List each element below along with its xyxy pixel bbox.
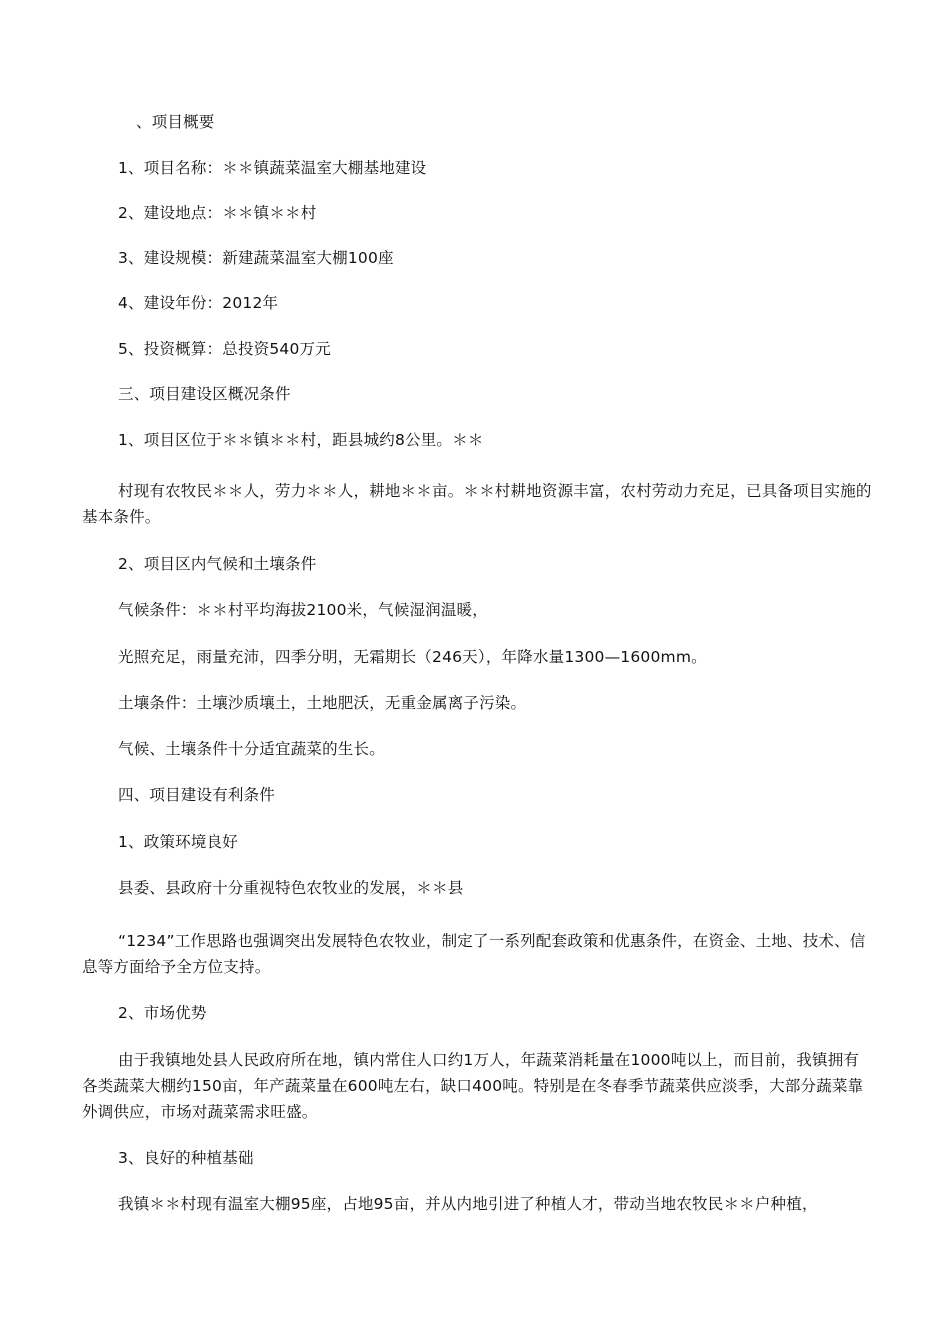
subsection-market-advantage: 2、市场优势 bbox=[118, 1004, 207, 1022]
market-paragraph: 由于我镇地处县人民政府所在地，镇内常住人口约1万人，年蔬菜消耗量在1000吨以上，而目前，我镇拥有各类蔬菜大棚约150亩，年产蔬菜量在600吨左右，缺口400吨。特别是在冬春季节蔬菜供应淡季，大部分蔬菜靠外调供应，市场对蔬菜需求旺盛。 bbox=[82, 1051, 864, 1121]
sunlight-rainfall-line: 光照充足，雨量充沛，四季分明，无霜期长（246天），年降水量1300—1600mm。 bbox=[118, 648, 707, 666]
project-location-line: 2、建设地点：＊＊镇＊＊村 bbox=[118, 204, 317, 222]
section-heading-favorable-conditions: 四、项目建设有利条件 bbox=[118, 786, 276, 804]
village-population-paragraph: 村现有农牧民＊＊人，劳力＊＊人，耕地＊＊亩。＊＊村耕地资源丰富，农村劳动力充足，已具备项目实施的基本条件。 bbox=[82, 482, 872, 526]
project-area-line: 1、项目区位于＊＊镇＊＊村，距县城约8公里。＊＊ bbox=[118, 431, 484, 449]
project-scale-line: 3、建设规模：新建蔬菜温室大棚100座 bbox=[118, 249, 394, 267]
planting-foundation-line: 我镇＊＊村现有温室大棚95座，占地95亩，并从内地引进了种植人才，带动当地农牧民＊＊户种植， bbox=[118, 1195, 818, 1213]
project-investment-line: 5、投资概算：总投资540万元 bbox=[118, 340, 331, 358]
section-heading-area-conditions: 三、项目建设区概况条件 bbox=[118, 385, 291, 403]
project-year-line: 4、建设年份：2012年 bbox=[118, 294, 279, 312]
policy-paragraph: “1234”工作思路也强调突出发展特色农牧业，制定了一系列配套政策和优惠条件，在资金、土地、技术、信息等方面给予全方位支持。 bbox=[82, 932, 866, 976]
subsection-climate-soil: 2、项目区内气候和土壤条件 bbox=[118, 555, 317, 573]
soil-condition-line: 土壤条件：土壤沙质壤土，土地肥沃，无重金属离子污染。 bbox=[118, 694, 527, 712]
section-heading-overview: 、项目概要 bbox=[136, 113, 215, 131]
subsection-planting-foundation: 3、良好的种植基础 bbox=[118, 1149, 254, 1167]
suitability-line: 气候、土壤条件十分适宜蔬菜的生长。 bbox=[118, 740, 385, 758]
policy-intro-line: 县委、县政府十分重视特色农牧业的发展，＊＊县 bbox=[118, 879, 464, 897]
subsection-policy-environment: 1、政策环境良好 bbox=[118, 833, 238, 851]
climate-condition-line: 气候条件：＊＊村平均海拔2100米，气候湿润温暖， bbox=[118, 601, 488, 619]
project-name-line: 1、项目名称：＊＊镇蔬菜温室大棚基地建设 bbox=[118, 159, 427, 177]
